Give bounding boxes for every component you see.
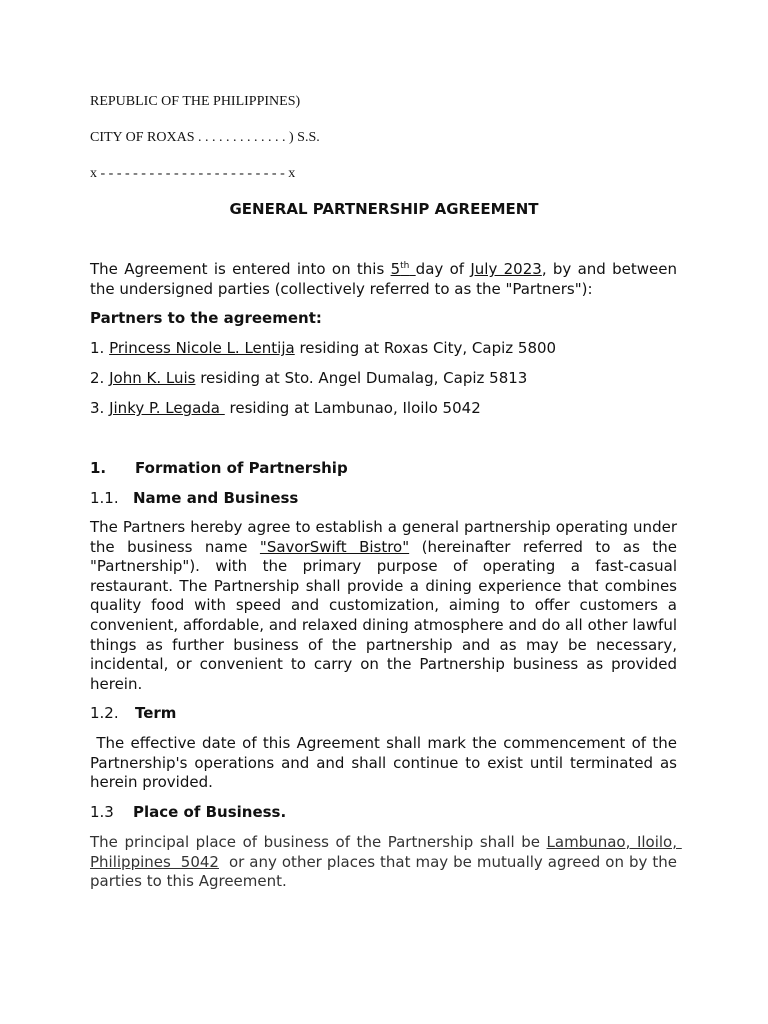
section-1-number: 1. (90, 459, 107, 477)
partner-residence: residing at Sto. Angel Dumalag, Capiz 5813 (195, 369, 528, 387)
caption-city: CITY OF ROXAS . . . . . . . . . . . . . ) S.S. (90, 130, 320, 145)
intro-text-middle: day of (415, 260, 471, 278)
section-1-2-heading: Term (135, 704, 177, 722)
intro-day-suffix: th (400, 261, 410, 271)
section-1-1-text-start: The Partners hereby agree to establish a general partnership operating under the business name (90, 518, 677, 556)
caption-separator: x - - - - - - - - - - - - - - - - - - - - - - - x (90, 166, 296, 181)
partner-item (90, 399, 481, 417)
place-of-business: Lambunao, Iloilo, Philippines 5042 (90, 833, 682, 871)
document-title: GENERAL PARTNERSHIP AGREEMENT (229, 200, 539, 218)
intro-text-start: The Agreement is entered into on this (90, 260, 391, 278)
partners-heading: Partners to the agreement: (90, 309, 322, 327)
partner-name: John K. Luis (109, 369, 196, 387)
section-1-2-number: 1.2. (90, 704, 119, 722)
partner-item (90, 339, 556, 357)
intro-day (391, 260, 416, 278)
section-1-3-paragraph (90, 833, 682, 892)
partner-residence: residing at Roxas City, Capiz 5800 (294, 339, 557, 357)
intro-paragraph (90, 260, 677, 299)
section-1-3-text-end: or any other places that may be mutually agreed on by the parties to this Agreement. (90, 852, 682, 891)
section-1-1-number: 1.1. (90, 489, 119, 507)
intro-text-end: , by and between the undersigned parties (collectively referred to as the "Partners"): (90, 260, 677, 298)
partner-number: 1. (90, 339, 110, 357)
intro-month-year: July 2023 (470, 260, 542, 278)
partner-number: 2. (90, 369, 110, 387)
section-1-3-number: 1.3 (90, 803, 114, 821)
caption-republic: REPUBLIC OF THE PHILIPPINES) (90, 94, 301, 109)
partner-number: 3. (90, 399, 110, 417)
section-1-1-text-end: (hereinafter referred to as the "Partnership"). with the primary purpose of operating a fast-casual restaurant. The Partnership shall provide a dining experience that combines quality food with speed and customization, aiming to offer customers a convenient, affordable, and relaxed dining atmosphere and do all other lawful things as further business of the partnership and as may be necessary, incidental, or convenient to carry on the Partnership business as provided herein. (90, 537, 677, 693)
intro-day-number: 5 (390, 260, 401, 278)
section-1-1-paragraph (90, 518, 677, 694)
section-1-heading: Formation of Partnership (135, 459, 348, 477)
business-name: "SavorSwift Bistro" (259, 537, 410, 556)
partner-name: Princess Nicole L. Lentija (109, 339, 295, 357)
partner-name: Jinky P. Legada (109, 399, 225, 417)
section-1-2-paragraph: The effective date of this Agreement shall mark the commencement of the Partnership's operations and and shall continue to exist until terminated as herein provided. (90, 734, 682, 792)
section-1-3-text-start: The principal place of business of the Partnership shall be (90, 833, 547, 851)
section-1-3-heading: Place of Business. (133, 803, 287, 821)
section-1-1-heading: Name and Business (133, 489, 299, 507)
partner-residence: residing at Lambunao, Iloilo 5042 (224, 399, 481, 417)
partner-item (90, 369, 527, 387)
